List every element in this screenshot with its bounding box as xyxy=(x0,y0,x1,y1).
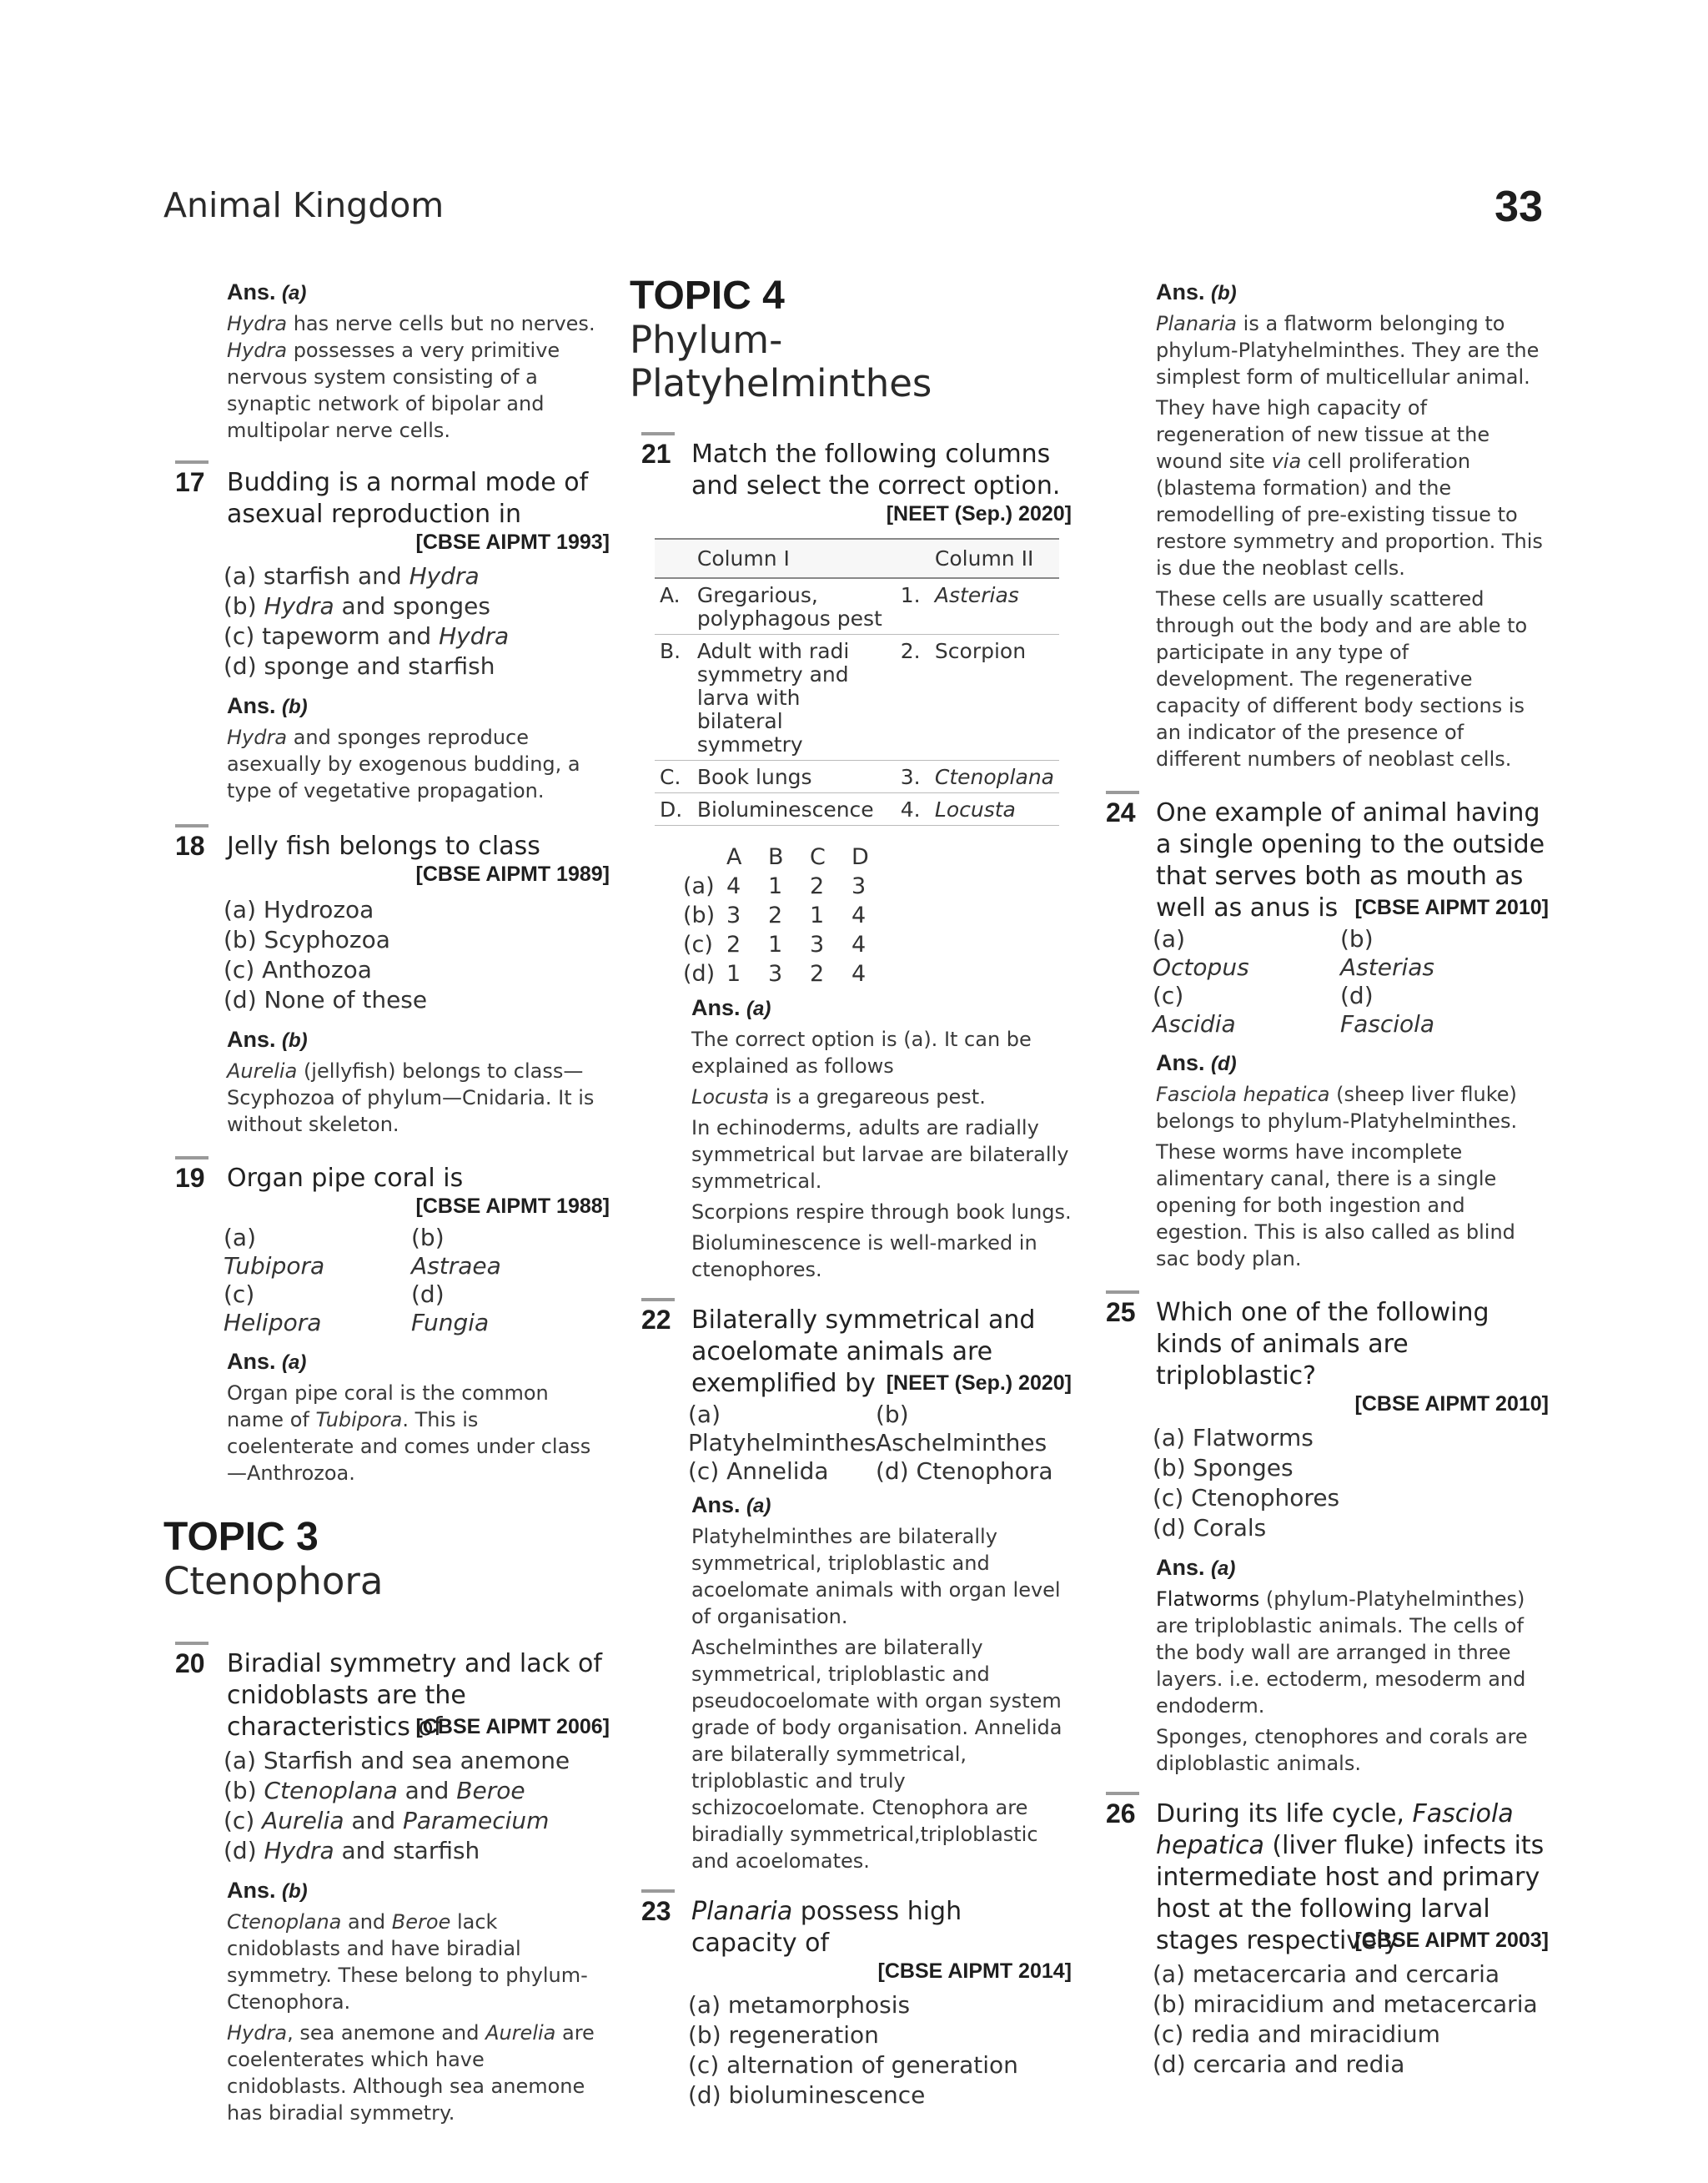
answer-option: (a) xyxy=(746,1495,771,1517)
question-21 xyxy=(630,439,1072,1283)
exam-source: [CBSE AIPMT 1993] xyxy=(415,531,610,554)
question-24 xyxy=(1094,797,1549,1272)
option-b: (b) Hydra and sponges xyxy=(224,592,490,620)
option-b: (b) Ctenoplana and Beroe xyxy=(224,1777,525,1804)
answer-option: (a) xyxy=(1211,1557,1236,1580)
question-text: Budding is a normal mode of asexual reproduction in xyxy=(227,468,589,529)
explanation: Ctenoplana and Beroe lack cnidoblasts and have biradial symmetry. These belong to phylum-Ctenophora. xyxy=(227,1910,588,2014)
page-number: 33 xyxy=(1494,183,1543,231)
question-marker xyxy=(175,1642,208,1645)
answer-label: Ans. xyxy=(227,1349,276,1374)
question-20 xyxy=(163,1648,610,2126)
explanation: Organ pipe coral is the common name of Tubipora. This is coelenterate and comes under class—Anthrozoa. xyxy=(227,1381,591,1485)
options-row-2 xyxy=(688,1457,1072,1486)
code-row: (c) 2 1 3 4 xyxy=(683,932,867,958)
question-text: Organ pipe coral is xyxy=(227,1164,464,1193)
explanation: Fasciola hepatica (sheep liver fluke) belongs to phylum-Platyhelminthes. xyxy=(1156,1083,1518,1133)
option-a: (a) starfish and Hydra xyxy=(224,562,480,590)
option-b: (b) regeneration xyxy=(688,2021,879,2049)
question-17 xyxy=(163,467,610,804)
option-b: (b) miracidium and metacercaria xyxy=(1153,1990,1538,2018)
option-b: (b) Asterias xyxy=(1340,925,1434,981)
answer-label: Ans. xyxy=(227,1878,276,1903)
option-c: (c) Anthozoa xyxy=(224,956,372,983)
table-row: C. Book lungs 3. Ctenoplana xyxy=(655,761,1059,793)
question-19 xyxy=(163,1163,610,1486)
question-marker xyxy=(1106,1792,1139,1795)
question-number: 23 xyxy=(641,1896,671,1926)
question-text: During its life cycle, Fasciola hepatica (liver fluke) infects its intermediate host and primary host at the following larval stages respectively xyxy=(1156,1799,1545,1955)
explanation: Aurelia (jellyfish) belongs to class—Scyphozoa of phylum—Cnidaria. It is without skeleton. xyxy=(227,1059,595,1136)
question-marker xyxy=(1106,1290,1139,1294)
code-row: (a) 4 1 2 3 xyxy=(683,873,867,899)
question-number: 24 xyxy=(1106,797,1136,827)
question-number: 22 xyxy=(641,1305,671,1335)
answer-option: (b) xyxy=(282,1029,308,1052)
exam-source: [NEET (Sep.) 2020] xyxy=(886,502,1072,526)
code-row: (b) 3 2 1 4 xyxy=(683,903,867,928)
option-d: (d) Fungia xyxy=(411,1280,490,1336)
answer-label: Ans. xyxy=(691,1492,741,1517)
explanation: Hydra, sea anemone and Aurelia are coelenterates which have cnidoblasts. Although sea anemone has biradial symmetry. xyxy=(227,2021,595,2125)
answer-option: (b) xyxy=(282,1880,308,1903)
explanation: Planaria is a flatworm belonging to phylum-Platyhelminthes. They are the simplest form of multicellular animal. xyxy=(1156,312,1540,389)
topic-number: TOPIC 4 xyxy=(630,274,785,318)
question-number: 26 xyxy=(1106,1798,1136,1828)
column-1-header: Column I xyxy=(692,539,896,578)
table-row: A. Gregarious, polyphagous pest 1. Asterias xyxy=(655,578,1059,635)
question-text: Jelly fish belongs to class xyxy=(227,832,540,861)
option-a: (a) Hydrozoa xyxy=(224,896,374,923)
answer-23 xyxy=(1094,279,1549,772)
explanation: Hydra has nerve cells but no nerves. Hydra possesses a very primitive nervous system consisting of a synaptic network of bipolar and multipolar nerve cells. xyxy=(227,312,595,442)
question-number: 18 xyxy=(175,831,205,861)
answer-option: (b) xyxy=(1211,282,1237,304)
question-marker xyxy=(641,432,675,435)
answer-option: (b) xyxy=(282,696,308,718)
exam-source: [CBSE AIPMT 2010] xyxy=(1354,896,1549,919)
option-c: (c) Helipora xyxy=(224,1280,322,1336)
option-c: (c) tapeworm and Hydra xyxy=(224,622,510,650)
question-number: 20 xyxy=(175,1648,205,1678)
question-26 xyxy=(1094,1798,1549,2080)
column-right xyxy=(1094,279,1549,2080)
question-text: Planaria possess high capacity of xyxy=(691,1897,962,1958)
answer-label: Ans. xyxy=(227,1027,276,1052)
option-d: (d) Hydra and starfish xyxy=(224,1837,480,1864)
option-d: (d) None of these xyxy=(224,986,428,1014)
option-a: (a) Starfish and sea anemone xyxy=(224,1747,570,1774)
column-left xyxy=(163,279,610,2130)
option-c: (c) Aurelia and Paramecium xyxy=(224,1807,550,1834)
explanation: In echinoderms, adults are radially symmetrical but larvae are bilaterally symmetrical. xyxy=(691,1116,1069,1193)
exam-source: [NEET (Sep.) 2020] xyxy=(886,1371,1072,1395)
option-a: (a) metacercaria and cercaria xyxy=(1153,1960,1500,1988)
option-a: (a) Tubipora xyxy=(224,1224,325,1280)
question-number: 19 xyxy=(175,1163,205,1193)
answer-label: Ans. xyxy=(1156,1555,1205,1580)
answer-option: (d) xyxy=(1211,1053,1237,1075)
question-22 xyxy=(630,1305,1072,1874)
table-row: D. Bioluminescence 4. Locusta xyxy=(655,793,1059,826)
explanation: Aschelminthes are bilaterally symmetrical, triploblastic and pseudocoelomate with organ system grade of body organisation. Annelida are bilaterally symmetrical, triploblastic and truly schizocoelomate. Ctenophora are biradially symmetrical,triploblastic and acoelomates. xyxy=(691,1636,1062,1873)
option-b: (b) Scyphozoa xyxy=(224,926,390,953)
options-row-1 xyxy=(1153,925,1549,982)
option-c: (c) Ascidia xyxy=(1153,982,1236,1038)
option-b: (b) Astraea xyxy=(411,1224,501,1280)
exam-source: [CBSE AIPMT 2003] xyxy=(1354,1929,1549,1952)
question-text: Bilaterally symmetrical and acoelomate animals are exemplified by xyxy=(691,1305,1036,1398)
question-text: Biradial symmetry and lack of cnidoblasts are the characteristics of xyxy=(227,1649,602,1742)
options-row-2 xyxy=(224,1280,610,1337)
codes-header: A B C D xyxy=(726,844,869,870)
exam-source: [CBSE AIPMT 2006] xyxy=(415,1715,610,1738)
explanation: Bioluminescence is well-marked in ctenophores. xyxy=(691,1231,1037,1281)
option-a: (a) metamorphosis xyxy=(688,1991,911,2019)
exam-source: [CBSE AIPMT 1988] xyxy=(415,1195,610,1218)
exam-source: [CBSE AIPMT 1989] xyxy=(415,863,610,886)
exam-source: [CBSE AIPMT 2014] xyxy=(877,1959,1072,1983)
option-b: (b) Aschelminthes xyxy=(876,1401,1047,1456)
question-marker xyxy=(175,460,208,464)
running-header-title: Animal Kingdom xyxy=(163,185,445,225)
explanation: Flatworms (phylum-Platyhelminthes) are triploblastic animals. The cells of the body wall are arranged in three layers. i.e. ectoderm, mesoderm and endoderm. xyxy=(1156,1587,1526,1718)
match-table xyxy=(655,538,1059,826)
column-middle xyxy=(630,274,1072,2110)
options-row-2 xyxy=(1153,982,1549,1039)
answer-label: Ans. xyxy=(691,995,741,1020)
question-marker xyxy=(175,824,208,827)
option-d: (d) Ctenophora xyxy=(876,1457,1053,1485)
explanation: Locusta is a gregareous pest. xyxy=(691,1085,986,1109)
option-d: (d) Corals xyxy=(1153,1514,1267,1542)
question-number: 25 xyxy=(1106,1297,1136,1327)
option-c: (c) Annelida xyxy=(688,1457,829,1485)
answer-16 xyxy=(163,279,610,444)
answer-label: Ans. xyxy=(227,693,276,718)
explanation: Hydra and sponges reproduce asexually by exogenous budding, a type of vegetative propagation. xyxy=(227,726,580,802)
options-row-1 xyxy=(688,1401,1072,1457)
question-text: Which one of the following kinds of animals are triploblastic? xyxy=(1156,1298,1489,1391)
explanation: Platyhelminthes are bilaterally symmetrical, triploblastic and acoelomate animals with organ level of organisation. xyxy=(691,1525,1061,1628)
option-b: (b) Sponges xyxy=(1153,1454,1294,1481)
question-marker xyxy=(641,1298,675,1301)
question-text: One example of animal having a single opening to the outside that serves both as mouth as well as anus is xyxy=(1156,798,1545,923)
topic-4-heading xyxy=(630,274,1072,405)
answer-label: Ans. xyxy=(1156,279,1205,304)
explanation: Sponges, ctenophores and corals are diploblastic animals. xyxy=(1156,1725,1528,1775)
answer-codes xyxy=(683,843,1072,988)
option-a: (a) Platyhelminthes xyxy=(688,1401,877,1456)
answer-label: Ans. xyxy=(1156,1050,1205,1075)
option-d: (d) bioluminescence xyxy=(688,2081,926,2109)
option-d: (d) sponge and starfish xyxy=(224,652,495,680)
answer-option: (a) xyxy=(282,1351,307,1374)
option-d: (d) Fasciola xyxy=(1340,982,1435,1038)
option-c: (c) redia and miracidium xyxy=(1153,2020,1440,2048)
table-row: B. Adult with radi symmetry and larva with bilateral symmetry 2. Scorpion xyxy=(655,635,1059,761)
question-marker xyxy=(175,1156,208,1159)
option-a: (a) Flatworms xyxy=(1153,1424,1314,1451)
exam-source: [CBSE AIPMT 2010] xyxy=(1354,1392,1549,1416)
question-25 xyxy=(1094,1297,1549,1777)
answer-option: (a) xyxy=(282,282,307,304)
question-number: 21 xyxy=(641,439,671,469)
question-text: Match the following columns and select the correct option. xyxy=(691,440,1061,500)
topic-title: Ctenophora xyxy=(163,1559,384,1603)
question-marker xyxy=(1106,791,1139,794)
topic-title: Phylum-Platyhelminthes xyxy=(630,318,932,405)
question-18 xyxy=(163,831,610,1138)
question-number: 17 xyxy=(175,467,205,497)
options-row-1 xyxy=(224,1224,610,1280)
explanation: These cells are usually scattered through out the body and are able to participate in any type of development. The regenerative capacity of different body sections is an indicator of the presence of different numbers of neoblast cells. xyxy=(1156,587,1528,771)
explanation: They have high capacity of regeneration of new tissue at the wound site via cell proliferation (blastema formation) and the remodelling of pre-existing tissue to restore symmetry and proportion. This is due the neoblast cells. xyxy=(1156,396,1543,580)
question-marker xyxy=(641,1889,675,1893)
topic-3-heading xyxy=(163,1515,610,1603)
code-row: (d) 1 3 2 4 xyxy=(683,961,867,987)
option-a: (a) Octopus xyxy=(1153,925,1249,981)
option-c: (c) alternation of generation xyxy=(688,2051,1018,2079)
option-c: (c) Ctenophores xyxy=(1153,1484,1340,1512)
column-2-header: Column II xyxy=(930,539,1059,578)
topic-number: TOPIC 3 xyxy=(163,1515,319,1559)
question-23 xyxy=(630,1896,1072,2110)
option-d: (d) cercaria and redia xyxy=(1153,2050,1405,2078)
explanation: Scorpions respire through book lungs. xyxy=(691,1200,1072,1224)
answer-label: Ans. xyxy=(227,279,276,304)
explanation: These worms have incomplete alimentary canal, there is a single opening for both ingestion and egestion. This is also called as blind sac body plan. xyxy=(1156,1140,1515,1270)
answer-option: (a) xyxy=(746,998,771,1020)
explanation: The correct option is (a). It can be explained as follows xyxy=(691,1028,1032,1078)
